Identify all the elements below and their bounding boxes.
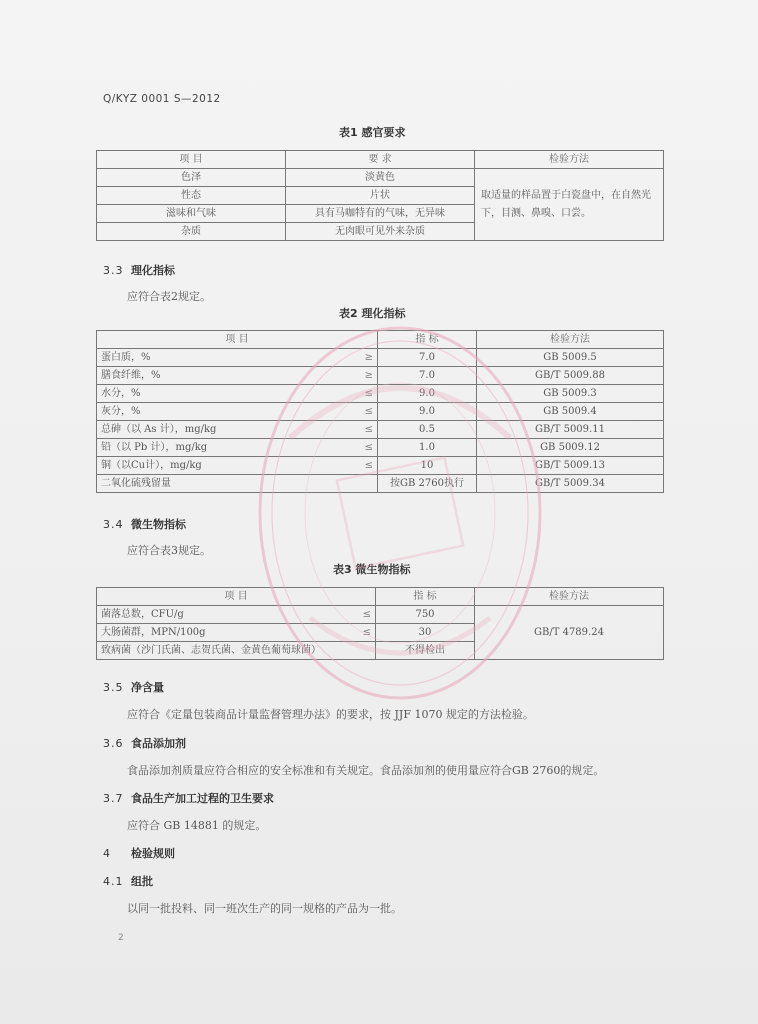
table1-sensory [96, 150, 664, 241]
table-row [97, 169, 664, 187]
table-row [97, 439, 664, 457]
section-number: 3.3 [103, 264, 124, 277]
table1-header-item: 项 目 [97, 151, 286, 169]
table2-item-cell [97, 457, 378, 475]
table2-value: 10 [378, 457, 477, 475]
section-number: 3.6 [103, 737, 124, 750]
section-3-7-text: 应符合 GB 14881 的规定。 [127, 819, 267, 832]
section-3-4-heading [103, 516, 186, 532]
section-4-1-heading [103, 873, 153, 889]
section-title: 理化指标 [131, 264, 175, 277]
table2-item: 铜（以Cu计），mg/kg [101, 460, 202, 471]
section-number: 4 [103, 847, 111, 860]
table3-method-cell: GB/T 4789.24 [475, 606, 664, 660]
table2-symbol: ≥ [364, 352, 373, 363]
section-3-3-text: 应符合表2规定。 [127, 290, 211, 303]
section-3-4-text: 应符合表3规定。 [127, 544, 211, 557]
standard-code: Q/KYZ 0001 S—2012 [103, 93, 221, 105]
table2-header-item: 项 目 [97, 331, 378, 349]
table3-item-cell [97, 642, 376, 660]
table2-value: 1.0 [378, 439, 477, 457]
section-3-5-text: 应符合《定量包装商品计量监督管理办法》的要求，按 JJF 1070 规定的方法检验。 [127, 708, 534, 721]
section-title: 食品生产加工过程的卫生要求 [131, 792, 274, 805]
section-4-1-text: 以同一批投料、同一班次生产的同一规格的产品为一批。 [127, 902, 402, 915]
table1-caption: 表1 感官要求 [339, 126, 406, 139]
table1-cell: 淡黄色 [286, 169, 475, 187]
table2-method: GB/T 5009.13 [477, 457, 664, 475]
table2-item: 膳食纤维，% [101, 370, 161, 381]
table-row [97, 421, 664, 439]
table2-method: GB 5009.5 [477, 349, 664, 367]
section-3-6-heading [103, 735, 186, 751]
table2-item: 总砷（以 As 计），mg/kg [101, 424, 217, 435]
table2-value: 9.0 [378, 403, 477, 421]
section-title: 净含量 [131, 681, 164, 694]
table2-value: 9.0 [378, 385, 477, 403]
table1-cell: 片状 [286, 187, 475, 205]
table-row [97, 475, 664, 493]
section-number: 3.4 [103, 518, 124, 531]
table1-header-method: 检验方法 [475, 151, 664, 169]
table2-method: GB 5009.4 [477, 403, 664, 421]
table2-item: 二氧化硫残留量 [101, 478, 171, 489]
section-number: 3.5 [103, 681, 124, 694]
section-number: 4.1 [103, 875, 124, 888]
table2-header-method: 检验方法 [477, 331, 664, 349]
table2-method: GB 5009.12 [477, 439, 664, 457]
table3-item: 致病菌（沙门氏菌、志贺氏菌、金黄色葡萄球菌） [101, 645, 321, 656]
table3-item-cell [97, 624, 376, 642]
section-title: 检验规则 [131, 847, 175, 860]
table3-header-index: 指 标 [376, 588, 475, 606]
section-4-heading [103, 845, 175, 861]
table2-item-cell [97, 349, 378, 367]
table-row [97, 385, 664, 403]
table3-microbiological [96, 587, 664, 660]
table3-item: 大肠菌群，MPN/100g [101, 627, 206, 638]
table3-symbol: ≤ [362, 609, 371, 620]
table1-cell: 色泽 [97, 169, 286, 187]
table3-symbol: ≤ [362, 627, 371, 638]
section-number: 3.7 [103, 792, 124, 805]
table1-method-cell: 取适量的样品置于白瓷盘中，在自然光下，目测、鼻嗅、口尝。 [475, 169, 664, 241]
section-title: 食品添加剂 [131, 737, 186, 750]
table2-item: 水分，% [101, 388, 141, 399]
table1-cell: 具有马咖特有的气味，无异味 [286, 205, 475, 223]
table2-item-cell [97, 421, 378, 439]
table2-method: GB/T 5009.34 [477, 475, 664, 493]
table3-item: 菌落总数，CFU/g [101, 609, 184, 620]
table2-item-cell [97, 385, 378, 403]
table2-item: 蛋白质，% [101, 352, 151, 363]
section-3-7-heading [103, 790, 274, 806]
table2-symbol: ≤ [364, 406, 373, 417]
section-3-6-text: 食品添加剂质量应符合相应的安全标准和有关规定。食品添加剂的使用量应符合GB 2760的规定。 [127, 764, 605, 777]
table3-header-item: 项 目 [97, 588, 376, 606]
table2-item-cell [97, 475, 378, 493]
table2-item-cell [97, 439, 378, 457]
table2-method: GB/T 5009.11 [477, 421, 664, 439]
table2-method: GB/T 5009.88 [477, 367, 664, 385]
table3-caption: 表3 微生物指标 [333, 563, 411, 576]
table-row [97, 349, 664, 367]
table2-symbol: ≤ [364, 442, 373, 453]
section-title: 组批 [131, 875, 153, 888]
table2-header-index: 指 标 [378, 331, 477, 349]
table2-item-cell [97, 367, 378, 385]
table-row [97, 403, 664, 421]
table3-value: 30 [376, 624, 475, 642]
table3-header-method: 检验方法 [475, 588, 664, 606]
table-row [97, 606, 664, 624]
table3-item-cell [97, 606, 376, 624]
table1-cell: 无肉眼可见外来杂质 [286, 223, 475, 241]
table3-value: 不得检出 [376, 642, 475, 660]
table2-value: 0.5 [378, 421, 477, 439]
table2-item: 灰分，% [101, 406, 141, 417]
table1-cell: 性态 [97, 187, 286, 205]
table1-cell: 杂质 [97, 223, 286, 241]
table2-caption: 表2 理化指标 [339, 307, 406, 320]
table1-cell: 滋味和气味 [97, 205, 286, 223]
table2-symbol: ≤ [364, 460, 373, 471]
table1-header-requirement: 要 求 [286, 151, 475, 169]
table2-symbol: ≤ [364, 424, 373, 435]
table2-symbol: ≤ [364, 388, 373, 399]
page-number: 2 [118, 933, 124, 943]
table3-value: 750 [376, 606, 475, 624]
section-3-5-heading [103, 679, 164, 695]
table2-method: GB 5009.3 [477, 385, 664, 403]
table2-item-cell [97, 403, 378, 421]
table-row [97, 457, 664, 475]
table2-value: 7.0 [378, 367, 477, 385]
table2-physicochemical [96, 330, 664, 493]
table2-value: 按GB 2760执行 [378, 475, 477, 493]
section-title: 微生物指标 [131, 518, 186, 531]
table2-symbol: ≥ [364, 370, 373, 381]
table2-value: 7.0 [378, 349, 477, 367]
table2-item: 铅（以 Pb 计），mg/kg [101, 442, 208, 453]
table-row [97, 367, 664, 385]
section-3-3-heading [103, 262, 175, 278]
